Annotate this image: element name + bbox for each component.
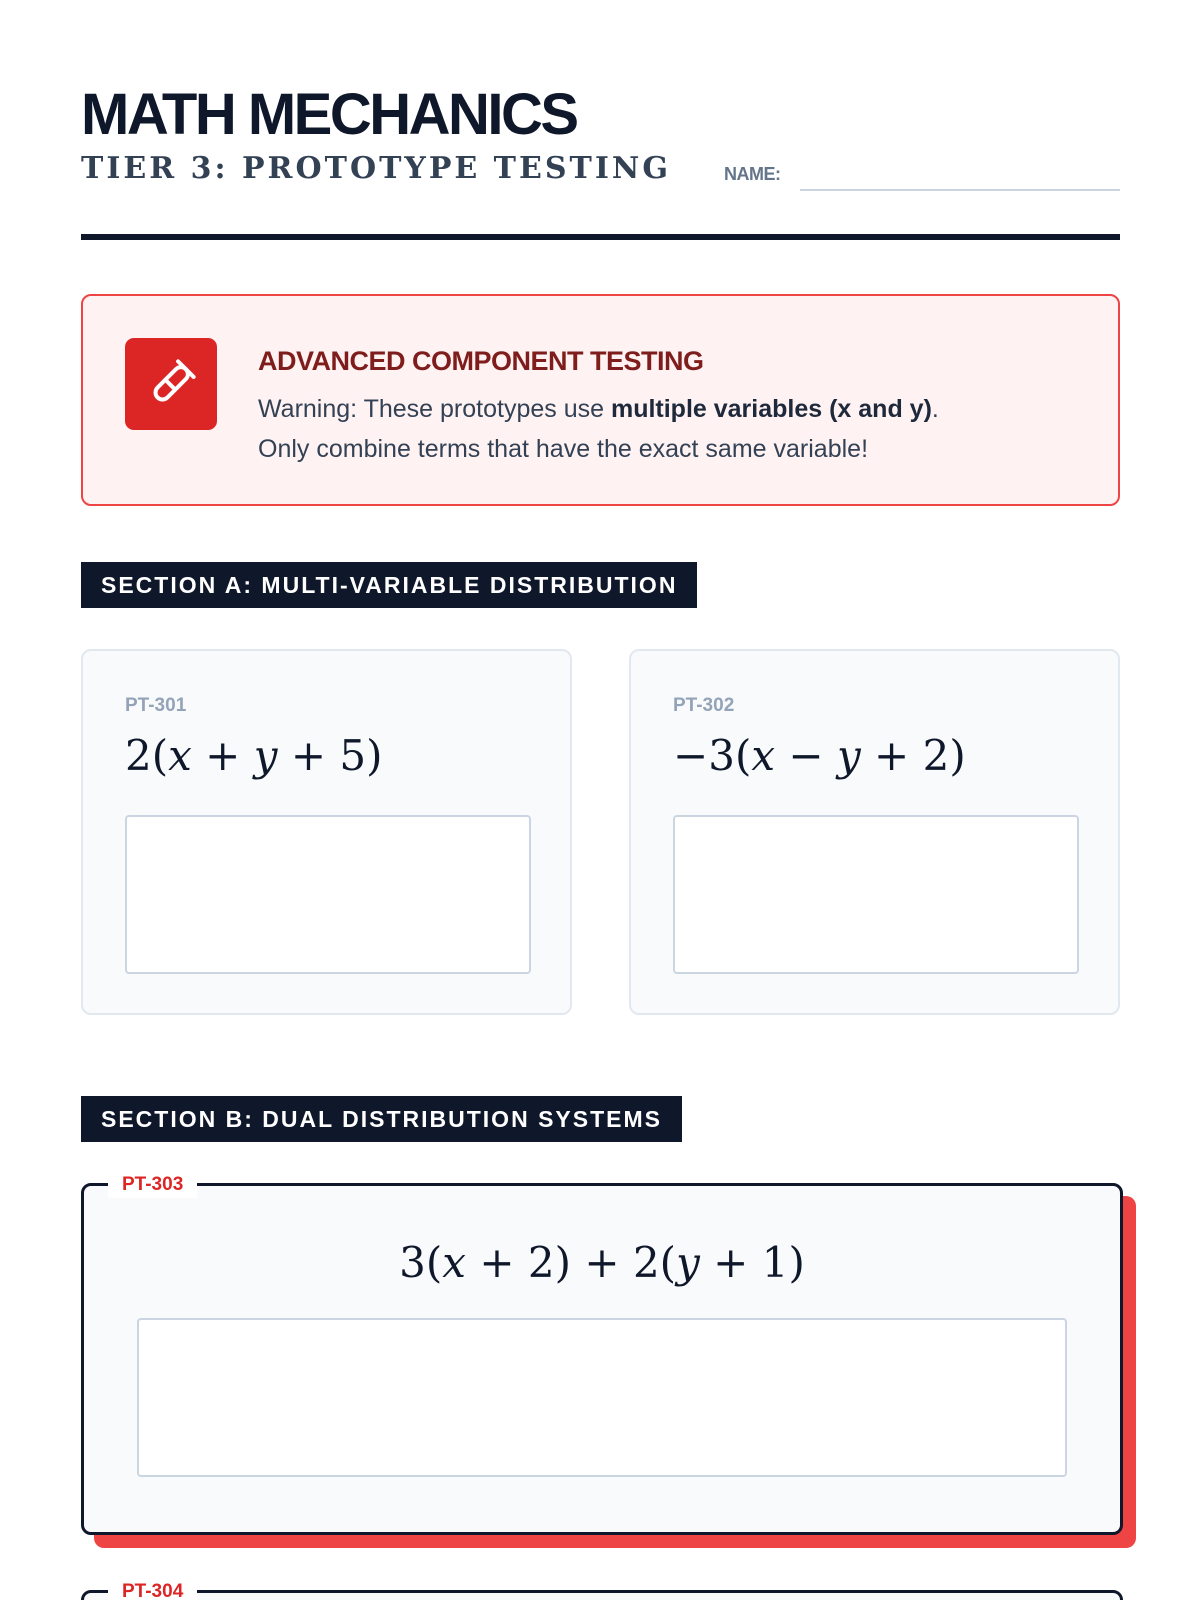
warning-emphasis: multiple variables (x and y) — [610, 395, 932, 423]
problem-card-large — [81, 1581, 1123, 1600]
problem-expression: 3(x + 2) + 2(y + 1) — [399, 1238, 805, 1287]
header-divider — [81, 234, 1120, 240]
problem-card-large — [81, 1174, 1123, 1535]
problem-code: PT-302 — [673, 695, 735, 716]
problem-expression: 2(x + y + 5) — [125, 731, 383, 780]
test-tube-icon — [125, 338, 217, 430]
answer-box[interactable] — [673, 815, 1079, 974]
warning-callout — [81, 294, 1120, 506]
name-label: NAME: — [724, 164, 781, 184]
answer-box[interactable] — [125, 815, 531, 974]
section-a-label: SECTION A: MULTI-VARIABLE DISTRIBUTION — [81, 562, 697, 608]
problem-code: PT-301 — [125, 695, 187, 716]
problem-card — [629, 649, 1120, 1015]
problem-code: PT-303 — [108, 1172, 197, 1198]
page-title: MATH MECHANICS — [81, 82, 577, 147]
problem-code: PT-304 — [108, 1579, 197, 1600]
problem-expression: −3(x − y + 2) — [673, 731, 966, 780]
page-subtitle: TIER 3: PROTOTYPE TESTING — [81, 151, 671, 186]
warning-title: ADVANCED COMPONENT TESTING — [258, 346, 704, 376]
warning-text: Warning: These prototypes use multiple variables (x and y). Only combine terms that have the exact same variable! — [258, 395, 939, 463]
answer-box[interactable] — [137, 1318, 1067, 1477]
section-b-label: SECTION B: DUAL DISTRIBUTION SYSTEMS — [81, 1096, 682, 1142]
problem-card — [81, 649, 572, 1015]
name-field[interactable] — [800, 189, 1120, 191]
